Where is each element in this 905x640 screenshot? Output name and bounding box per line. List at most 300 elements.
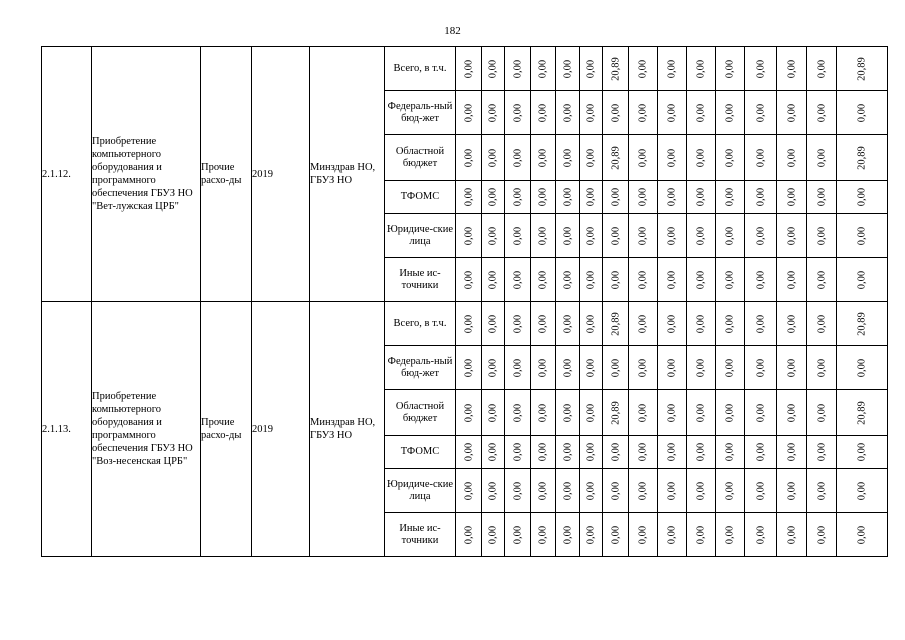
value-cell [531, 469, 556, 513]
value-cell [580, 302, 603, 346]
value-cell [745, 91, 777, 135]
value-cell [482, 91, 505, 135]
value-cell [687, 258, 716, 302]
value-text: 0,00 [786, 314, 797, 333]
value-text: 0,00 [487, 226, 499, 245]
value-cell [482, 436, 505, 469]
value-cell [777, 214, 807, 258]
value-cell [716, 47, 745, 91]
value-text: 0,00 [695, 148, 707, 167]
value-text: 20,89 [856, 145, 868, 170]
value-text: 0,00 [755, 442, 766, 462]
value-text: 0,00 [463, 226, 474, 245]
value-cell [505, 346, 531, 390]
value-text: 0,00 [487, 358, 499, 377]
value-cell [807, 47, 837, 91]
value-cell [482, 258, 505, 302]
value-text: 0,00 [463, 59, 474, 78]
value-text: 0,00 [786, 226, 797, 245]
value-cell [716, 469, 745, 513]
funding-source-label: Иные ис-точники [385, 513, 456, 557]
value-cell [777, 302, 807, 346]
value-text: 0,00 [487, 187, 499, 207]
value-text: 0,00 [637, 314, 649, 333]
value-cell [482, 346, 505, 390]
value-text: 0,00 [755, 148, 766, 167]
value-cell [556, 181, 580, 214]
value-text: 0,00 [537, 525, 549, 544]
value-text: 0,00 [666, 403, 678, 422]
value-text: 0,00 [786, 525, 797, 544]
value-text: 0,00 [724, 403, 736, 422]
value-cell [658, 346, 687, 390]
value-text: 0,00 [610, 358, 621, 377]
value-text: 0,00 [724, 148, 736, 167]
value-cell [745, 436, 777, 469]
value-text: 0,00 [695, 226, 707, 245]
value-cell [629, 346, 658, 390]
value-text: 0,00 [816, 481, 827, 500]
value-cell [505, 390, 531, 436]
value-cell [603, 469, 629, 513]
value-text: 0,00 [512, 59, 523, 78]
value-text: 0,00 [585, 226, 597, 245]
value-text: 0,00 [637, 403, 649, 422]
value-cell [505, 436, 531, 469]
value-text: 0,00 [487, 103, 499, 122]
value-text: 0,00 [666, 59, 678, 78]
value-text: 0,00 [856, 270, 868, 289]
value-text: 0,00 [856, 442, 868, 462]
value-text: 0,00 [487, 442, 499, 462]
value-text: 0,00 [666, 103, 678, 122]
value-text: 0,00 [816, 226, 827, 245]
value-cell [482, 513, 505, 557]
value-text: 20,89 [610, 56, 621, 81]
value-cell [556, 47, 580, 91]
value-text: 0,00 [856, 226, 868, 245]
value-cell [556, 390, 580, 436]
funding-source-label: Всего, в т.ч. [385, 302, 456, 346]
value-text: 0,00 [463, 525, 474, 544]
value-text: 0,00 [856, 187, 868, 207]
value-text: 0,00 [724, 103, 736, 122]
value-cell [745, 390, 777, 436]
value-cell [556, 214, 580, 258]
funding-source-label: ТФОМС [385, 436, 456, 469]
value-cell [687, 390, 716, 436]
value-cell [687, 302, 716, 346]
value-text: 0,00 [724, 59, 736, 78]
value-text: 0,00 [755, 481, 766, 500]
funding-source-label: Областной бюджет [385, 390, 456, 436]
page-number: 182 [444, 25, 461, 37]
value-cell [807, 513, 837, 557]
value-cell [505, 214, 531, 258]
value-text: 0,00 [856, 103, 868, 122]
item-year: 2019 [252, 47, 310, 302]
value-cell [556, 346, 580, 390]
value-text: 0,00 [562, 481, 573, 500]
table-row [42, 302, 888, 346]
table-row [42, 47, 888, 91]
value-cell [603, 436, 629, 469]
value-cell [629, 436, 658, 469]
value-cell [777, 436, 807, 469]
value-text: 0,00 [610, 270, 621, 289]
value-cell [603, 214, 629, 258]
value-text: 0,00 [724, 314, 736, 333]
value-cell [687, 214, 716, 258]
funding-source-label: ТФОМС [385, 181, 456, 214]
value-cell [629, 135, 658, 181]
value-text: 0,00 [637, 270, 649, 289]
value-text: 0,00 [666, 148, 678, 167]
value-text: 0,00 [695, 103, 707, 122]
value-text: 0,00 [786, 59, 797, 78]
value-cell [807, 436, 837, 469]
value-cell [716, 181, 745, 214]
value-text: 0,00 [585, 314, 597, 333]
value-text: 0,00 [562, 103, 573, 122]
value-cell [807, 258, 837, 302]
value-cell [658, 258, 687, 302]
value-cell [716, 214, 745, 258]
value-cell [482, 214, 505, 258]
value-text: 0,00 [487, 59, 499, 78]
value-cell [556, 135, 580, 181]
value-text: 0,00 [610, 187, 621, 207]
value-text: 0,00 [463, 358, 474, 377]
value-cell [580, 47, 603, 91]
value-cell [658, 436, 687, 469]
value-cell [629, 513, 658, 557]
value-text: 0,00 [610, 481, 621, 500]
value-cell [505, 47, 531, 91]
expense-type: Прочие расхо-ды [201, 302, 252, 557]
value-text: 0,00 [512, 148, 523, 167]
value-text: 0,00 [512, 442, 523, 462]
value-cell [456, 302, 482, 346]
value-cell [629, 47, 658, 91]
value-cell [531, 258, 556, 302]
value-text: 0,00 [816, 442, 827, 462]
value-cell [658, 513, 687, 557]
value-text: 0,00 [724, 442, 736, 462]
funding-source-label: Иные ис-точники [385, 258, 456, 302]
budget-table [41, 46, 888, 557]
value-cell [716, 258, 745, 302]
funding-source-label: Федераль-ный бюд-жет [385, 91, 456, 135]
value-text: 0,00 [537, 403, 549, 422]
value-text: 0,00 [816, 525, 827, 544]
value-text: 0,00 [562, 442, 573, 462]
value-text: 0,00 [816, 148, 827, 167]
value-cell [482, 302, 505, 346]
value-text: 0,00 [724, 187, 736, 207]
value-cell [745, 469, 777, 513]
value-text: 0,00 [637, 103, 649, 122]
value-cell [580, 91, 603, 135]
value-text: 0,00 [666, 442, 678, 462]
value-cell [629, 390, 658, 436]
item-year: 2019 [252, 302, 310, 557]
value-text: 0,00 [786, 148, 797, 167]
value-cell [603, 258, 629, 302]
value-cell [837, 346, 888, 390]
value-cell [456, 513, 482, 557]
value-cell [531, 181, 556, 214]
value-cell [603, 390, 629, 436]
value-text: 0,00 [463, 403, 474, 422]
value-cell [777, 390, 807, 436]
value-text: 0,00 [816, 59, 827, 78]
value-cell [687, 346, 716, 390]
value-cell [531, 47, 556, 91]
value-text: 0,00 [666, 270, 678, 289]
value-text: 0,00 [463, 270, 474, 289]
value-cell [456, 258, 482, 302]
value-cell [531, 214, 556, 258]
value-text: 0,00 [724, 358, 736, 377]
value-cell [837, 513, 888, 557]
value-text: 0,00 [537, 481, 549, 500]
value-text: 0,00 [786, 103, 797, 122]
value-text: 0,00 [487, 403, 499, 422]
value-cell [456, 47, 482, 91]
value-cell [456, 135, 482, 181]
value-cell [603, 513, 629, 557]
value-cell [603, 47, 629, 91]
value-cell [658, 47, 687, 91]
value-text: 0,00 [487, 148, 499, 167]
value-cell [716, 135, 745, 181]
value-cell [556, 258, 580, 302]
value-text: 0,00 [695, 187, 707, 207]
value-text: 0,00 [755, 103, 766, 122]
value-text: 0,00 [537, 314, 549, 333]
value-cell [556, 302, 580, 346]
value-cell [482, 47, 505, 91]
value-cell [807, 346, 837, 390]
value-text: 0,00 [512, 358, 523, 377]
value-text: 0,00 [512, 103, 523, 122]
value-text: 0,00 [562, 270, 573, 289]
value-cell [629, 91, 658, 135]
value-text: 0,00 [562, 358, 573, 377]
value-cell [556, 91, 580, 135]
value-text: 0,00 [724, 226, 736, 245]
value-cell [603, 346, 629, 390]
value-cell [531, 302, 556, 346]
value-cell [716, 302, 745, 346]
value-text: 0,00 [816, 270, 827, 289]
value-cell [777, 47, 807, 91]
value-cell [837, 214, 888, 258]
value-text: 20,89 [610, 145, 621, 170]
value-cell [505, 91, 531, 135]
funding-source-label: Юридиче-ские лица [385, 214, 456, 258]
value-cell [456, 390, 482, 436]
value-cell [531, 513, 556, 557]
item-code: 2.1.13. [42, 302, 92, 557]
value-cell [580, 346, 603, 390]
value-cell [505, 302, 531, 346]
value-cell [687, 91, 716, 135]
value-cell [580, 513, 603, 557]
value-cell [482, 469, 505, 513]
value-text: 0,00 [610, 226, 621, 245]
value-cell [745, 135, 777, 181]
value-cell [531, 91, 556, 135]
value-text: 0,00 [585, 442, 597, 462]
responsible-org: Минздрав НО, ГБУЗ НО [310, 47, 385, 302]
value-cell [658, 390, 687, 436]
value-cell [687, 513, 716, 557]
value-text: 0,00 [585, 403, 597, 422]
value-text: 0,00 [463, 314, 474, 333]
value-text: 0,00 [512, 314, 523, 333]
value-text: 0,00 [562, 314, 573, 333]
value-text: 0,00 [537, 148, 549, 167]
value-cell [603, 181, 629, 214]
value-cell [837, 469, 888, 513]
value-text: 0,00 [562, 59, 573, 78]
value-text: 0,00 [637, 481, 649, 500]
value-cell [837, 302, 888, 346]
value-text: 0,00 [637, 59, 649, 78]
value-cell [556, 436, 580, 469]
value-text: 0,00 [816, 187, 827, 207]
value-text: 0,00 [537, 442, 549, 462]
value-text: 0,00 [463, 481, 474, 500]
value-cell [505, 181, 531, 214]
value-cell [777, 469, 807, 513]
value-cell [456, 346, 482, 390]
value-cell [837, 436, 888, 469]
value-cell [777, 135, 807, 181]
value-text: 20,89 [610, 311, 621, 336]
value-cell [629, 302, 658, 346]
funding-source-label: Областной бюджет [385, 135, 456, 181]
value-text: 0,00 [537, 103, 549, 122]
value-text: 0,00 [610, 442, 621, 462]
value-text: 0,00 [562, 226, 573, 245]
value-cell [658, 181, 687, 214]
value-cell [629, 214, 658, 258]
value-cell [777, 91, 807, 135]
value-cell [687, 135, 716, 181]
value-text: 0,00 [585, 270, 597, 289]
value-cell [716, 436, 745, 469]
value-text: 0,00 [463, 187, 474, 207]
value-text: 0,00 [585, 59, 597, 78]
value-text: 0,00 [755, 187, 766, 207]
value-cell [807, 469, 837, 513]
value-cell [580, 214, 603, 258]
value-text: 0,00 [487, 314, 499, 333]
value-text: 0,00 [755, 59, 766, 78]
value-text: 0,00 [695, 358, 707, 377]
value-text: 0,00 [695, 59, 707, 78]
value-text: 0,00 [637, 442, 649, 462]
value-cell [807, 135, 837, 181]
value-text: 0,00 [463, 103, 474, 122]
value-cell [456, 91, 482, 135]
value-cell [556, 469, 580, 513]
value-cell [687, 181, 716, 214]
value-text: 0,00 [537, 270, 549, 289]
value-text: 0,00 [610, 103, 621, 122]
value-text: 0,00 [512, 403, 523, 422]
value-text: 0,00 [786, 403, 797, 422]
value-text: 0,00 [695, 442, 707, 462]
value-cell [807, 390, 837, 436]
value-text: 20,89 [856, 311, 868, 336]
funding-source-label: Всего, в т.ч. [385, 47, 456, 91]
value-cell [777, 346, 807, 390]
value-text: 0,00 [537, 187, 549, 207]
value-cell [837, 390, 888, 436]
value-text: 0,00 [463, 148, 474, 167]
value-cell [580, 390, 603, 436]
value-cell [658, 302, 687, 346]
value-cell [482, 135, 505, 181]
value-cell [837, 47, 888, 91]
value-text: 0,00 [585, 103, 597, 122]
expense-type: Прочие расхо-ды [201, 47, 252, 302]
value-text: 0,00 [637, 148, 649, 167]
value-text: 0,00 [487, 270, 499, 289]
value-cell [807, 302, 837, 346]
value-cell [580, 436, 603, 469]
value-cell [658, 469, 687, 513]
value-text: 0,00 [856, 358, 868, 377]
value-cell [658, 135, 687, 181]
value-cell [531, 135, 556, 181]
value-text: 0,00 [537, 358, 549, 377]
value-text: 0,00 [724, 270, 736, 289]
funding-source-label: Юридиче-ские лица [385, 469, 456, 513]
item-code: 2.1.12. [42, 47, 92, 302]
value-cell [456, 181, 482, 214]
value-text: 0,00 [786, 481, 797, 500]
value-cell [629, 181, 658, 214]
value-text: 0,00 [512, 187, 523, 207]
value-cell [837, 258, 888, 302]
value-text: 0,00 [724, 481, 736, 500]
value-cell [505, 258, 531, 302]
value-text: 0,00 [585, 187, 597, 207]
value-cell [716, 390, 745, 436]
value-cell [580, 469, 603, 513]
value-cell [745, 346, 777, 390]
value-text: 0,00 [585, 481, 597, 500]
value-text: 0,00 [695, 525, 707, 544]
value-cell [807, 181, 837, 214]
value-cell [580, 135, 603, 181]
value-text: 0,00 [562, 148, 573, 167]
value-text: 0,00 [637, 525, 649, 544]
value-text: 0,00 [816, 103, 827, 122]
value-text: 0,00 [816, 314, 827, 333]
value-text: 0,00 [786, 358, 797, 377]
value-text: 0,00 [487, 481, 499, 500]
value-text: 0,00 [637, 187, 649, 207]
value-text: 0,00 [695, 270, 707, 289]
value-text: 20,89 [610, 400, 621, 425]
value-text: 0,00 [755, 270, 766, 289]
